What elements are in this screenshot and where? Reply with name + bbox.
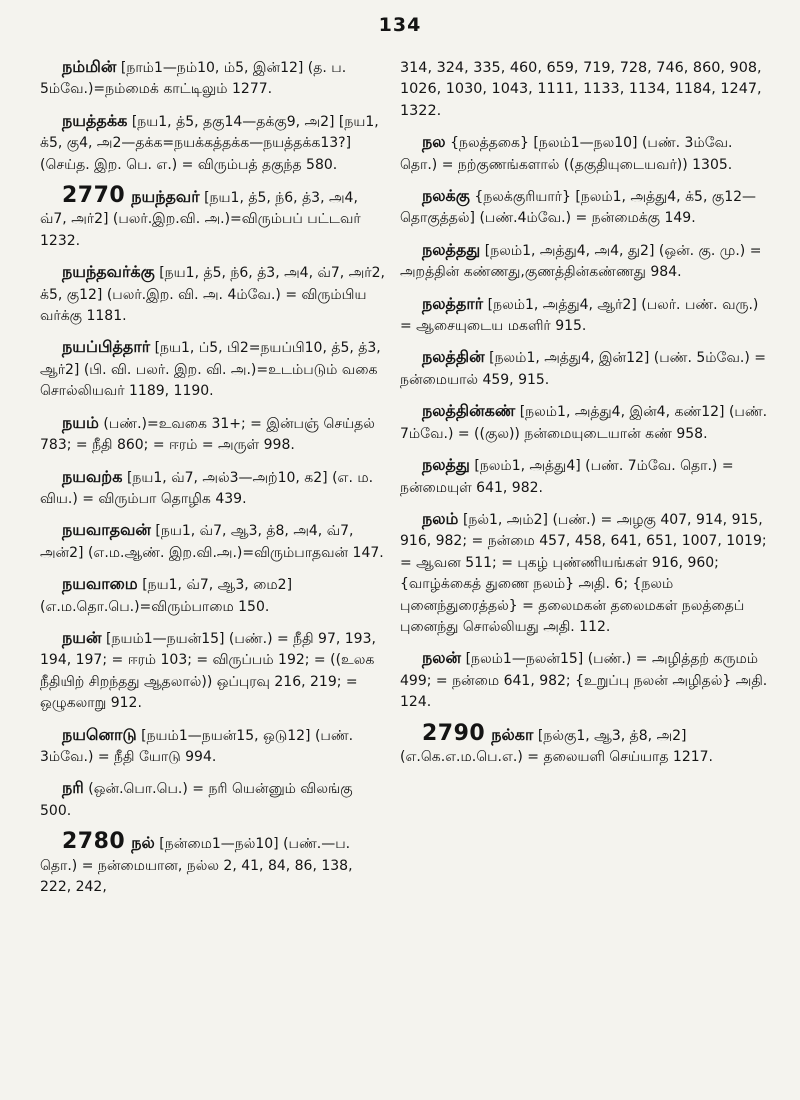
entry-text: (பண்.)=உவகை 31+; = இன்பஞ் செய்தல் 783; = நீதி 860; = ஈரம் = அருள் 998.: [40, 415, 375, 454]
headword: நலம்: [422, 508, 459, 528]
entry-text: [நய1, ப்5, பி2=நயப்பி10, த்5, த்3, ஆர்2] (பி. வி. பலர். இற. வி. அ.)=உடம்படும் வகை சொல்லியவர் 1189, 1190.: [40, 340, 381, 400]
entry-text: [நலம்1, அத்து4, இன்4, கண்12] (பண். 7ம்வே.) = ((குல)) நன்மையுடையான் கண் 958.: [400, 404, 768, 442]
headword: நயந்தவர்க்கு: [62, 262, 155, 282]
entry-text: (ஒன்.பொ.பெ.) = நரி யென்னும் விலங்கு 500.: [40, 781, 353, 819]
entry-text: [நலம்1, அத்து4, அ4, து2] (ஒன். கு. மு.) = அறத்தின் கண்ணது,குணத்தின்கண்ணது 984.: [400, 242, 762, 281]
headword: நலத்தார்: [422, 293, 484, 313]
entry-text: [நல்கு1, ஆ3, த்8, அ2] (எ.கெ.எ.ம.பெ.எ.) = தலையளி செய்யாத 1217.: [400, 727, 713, 765]
entry-text: [நய1, வ்7, ஆ3, மை2] (எ.ம.தொ.பெ.)=விரும்பாமை 150.: [40, 577, 293, 615]
entry-text: [நயம்1—நயன்15] (பண்.) = நீதி 97, 193, 194, 197; = ஈரம் 103; = விருப்பம் 192; = ((உலக நீதியிற் சிறந்தது ஆதலால்)) ஒப்புரவு 216, 219; = ஒழுகலாறு 912.: [40, 630, 376, 712]
headword: நலத்தது: [422, 239, 481, 259]
entry-text: [நலம்1, அத்து4, இன்12] (பண். 5ம்வே.) = நன்மையால் 459, 915.: [400, 350, 766, 388]
entry-continuation: [400, 56, 772, 122]
entry: [400, 400, 772, 445]
entry: [400, 239, 772, 284]
headword: நயவாதவன்: [62, 520, 151, 540]
entry-text: [நாம்1—நம்10, ம்5, இன்12] (த. ப. 5ம்வே.)=நம்மைக் காட்டிலும் 1277.: [40, 60, 347, 98]
headword: நயந்தவர்: [131, 187, 200, 207]
entry: [400, 647, 772, 713]
entry: [40, 412, 386, 457]
entry: [400, 346, 772, 391]
entry: [400, 720, 772, 769]
entry: [400, 454, 772, 499]
entry: [40, 831, 386, 898]
headword: நலத்தின்: [422, 347, 485, 367]
entry-text: [நல்1, அம்2] (பண்.) = அழகு 407, 914, 915, 916, 982; = நன்மை 457, 458, 641, 651, 1007, 1019; = ஆவன 511; = புகழ் புண்ணியங்கள் 916, 960; {வாழ்க்கைத் துணை நலம்} அதி. 6; {நலம் புனைந்துரைத்தல்} = தலைமகன் தலைமகள் நலத்தைப் புனைந்து சொல்லியது அதி. 112.: [400, 511, 767, 635]
headword: நல: [422, 132, 446, 152]
entry: [400, 185, 772, 230]
entry-number: 2790: [422, 720, 486, 746]
entry-text: [நலம்1, அத்து4, ஆர்2] (பலர். பண். வரு.) = ஆசையுடைய மகளிர் 915.: [400, 296, 759, 335]
entry-text: [நலம்1—நலன்15] (பண்.) = அழித்தற் கருமம் 499; = நன்மை 641, 982; {உறுப்பு நலன் அழிதல்} அதி. 124.: [400, 651, 768, 711]
headword: நரி: [62, 778, 84, 798]
headword: நலக்கு: [422, 186, 470, 206]
entry: [40, 724, 386, 769]
entry: [400, 131, 772, 176]
headword: நலத்தின்கண்: [422, 401, 516, 421]
headword: நல்: [131, 833, 155, 853]
headword: நம்மின்: [62, 57, 117, 76]
entry-text: [நய1, வ்7, அல்3—அற்10, க2] (எ. ம. விய.) = விரும்பா தொழிக 439.: [40, 469, 374, 507]
headword: நலத்து: [422, 455, 470, 475]
entry-text: [நன்மை1—நல்10] (பண்.—ப. தொ.) = நன்மையான, நல்ல 2, 41, 84, 86, 138, 222, 242,: [40, 836, 353, 895]
headword: நலன்: [422, 648, 462, 668]
entry: [40, 466, 386, 511]
entry-text: [நய1, த்5, ந்6, த்3, அ4, வ்7, அர்2] (பலர்.இற.வி. அ.)=விரும்பப் பட்டவர் 1232.: [40, 190, 361, 249]
headword: நல்கா: [491, 724, 534, 744]
entry: [40, 110, 386, 176]
entry-text: [நய1, த்5, தகு14—தக்கு9, அ2] [நய1, க்5, கு4, அ2—தக்க=நயக்கத்தக்க—நயத்தக்க13?] (செய்த. இற. பெ. எ.) = விரும்பத் தகுந்த 580.: [40, 113, 379, 173]
entry: [40, 185, 386, 252]
entry: [40, 627, 386, 715]
entry: [400, 293, 772, 338]
entry-number: 2770: [62, 183, 126, 209]
headword: நயத்தக்க: [62, 110, 128, 130]
entry: [40, 573, 386, 618]
entry: [40, 261, 386, 327]
entry-text: {நலக்குரியார்} [நலம்1, அத்து4, க்5, கு12—தொகுத்தல்] (பண்.4ம்வே.) = நன்மைக்கு 149.: [400, 189, 757, 227]
entry-text: [நய1, த்5, ந்6, த்3, அ4, வ்7, அர்2, க்5, கு12] (பலர்.இற. வி. அ. 4ம்வே.) = விரும்பிய வர்க்கு 1181.: [40, 265, 385, 325]
entry-number: 2780: [62, 829, 126, 855]
entry: [40, 519, 386, 564]
page-number: 134: [378, 14, 422, 36]
entry-text: 314, 324, 335, 460, 659, 719, 728, 746, 860, 908, 1026, 1030, 1043, 1111, 1133, 1134, 1184, 1247, 1322.: [400, 60, 762, 119]
entry-text: [நயம்1—நயன்15, ஒடு12] (பண். 3ம்வே.) = நீதி யோடு 994.: [40, 727, 354, 765]
entry-text: [நய1, வ்7, ஆ3, த்8, அ4, வ்7, அன்2] (எ.ம.ஆண். இற.வி.அ.)=விரும்பாதவன் 147.: [40, 523, 384, 561]
headword: நயப்பித்தார்: [62, 337, 151, 357]
headword: நயம்: [62, 412, 99, 432]
right-column: [400, 56, 772, 1094]
headword: நயவாமை: [62, 574, 138, 594]
headword: நயனொடு: [62, 724, 137, 744]
entry: [40, 336, 386, 402]
entry: [40, 56, 386, 101]
headword: நயவற்க: [62, 466, 123, 486]
entry: [40, 777, 386, 822]
entry-text: {நலத்தகை} [நலம்1—நல10] (பண். 3ம்வே. தொ.) = நற்குணங்களால் ((தகுதியுடையவர்)) 1305.: [400, 135, 733, 173]
left-column: [40, 56, 386, 1094]
entry-text: [நலம்1, அத்து4] (பண். 7ம்வே. தொ.) = நன்மையுள் 641, 982.: [400, 458, 734, 496]
entry: [400, 508, 772, 638]
headword: நயன்: [62, 627, 102, 647]
